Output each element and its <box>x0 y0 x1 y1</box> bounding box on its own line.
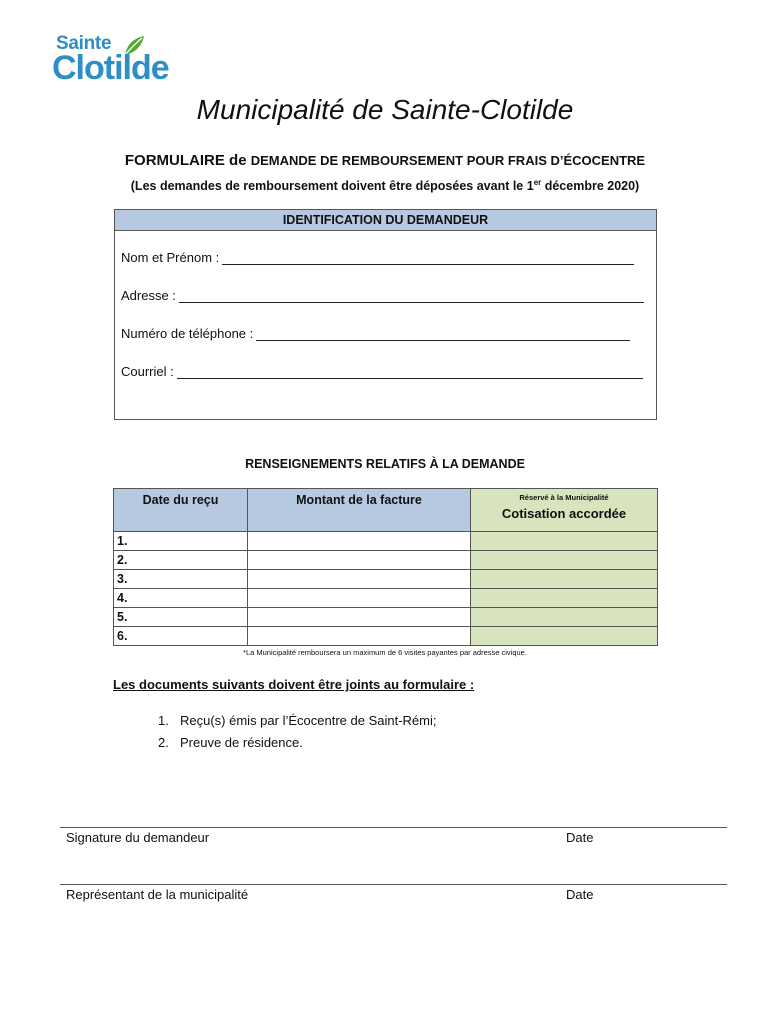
address-field[interactable] <box>121 288 644 303</box>
list-item-text: Preuve de résidence. <box>180 735 303 750</box>
page-title: Municipalité de Sainte-Clotilde <box>196 94 574 125</box>
table-row <box>114 608 658 627</box>
table-row <box>114 532 658 551</box>
identification-section <box>114 209 657 420</box>
deadline-before: (Les demandes de remboursement doivent être déposées avant le 1 <box>130 179 534 194</box>
amount-cell[interactable] <box>248 627 471 646</box>
email-input-line[interactable] <box>177 364 643 379</box>
email-field[interactable] <box>121 364 643 379</box>
table-row <box>114 551 658 570</box>
address-label: Adresse : <box>121 288 176 303</box>
representative-date-label: Date <box>566 887 594 902</box>
col-amount-header: Montant de la facture <box>248 489 471 532</box>
amount-cell[interactable] <box>248 570 471 589</box>
logo-text-clotilde: Clotilde <box>52 49 169 87</box>
amount-cell[interactable] <box>248 551 471 570</box>
table-row <box>114 589 658 608</box>
request-heading: RENSEIGNEMENTS RELATIFS À LA DEMANDE <box>245 457 525 471</box>
form-subtitle-part2: DEMANDE DE REMBOURSEMENT POUR FRAIS D’ÉCOCENTRE <box>250 153 646 168</box>
address-input-line[interactable] <box>179 288 644 303</box>
reimbursement-note: *La Municipalité remboursera un maximum de 6 visites payantes par adresse civique. <box>243 648 527 657</box>
name-field[interactable] <box>121 250 634 265</box>
phone-input-line[interactable] <box>256 326 630 341</box>
row-number[interactable]: 6. <box>114 627 248 646</box>
contribution-cell[interactable] <box>471 589 658 608</box>
list-item-number: 2. <box>158 735 169 750</box>
table-row <box>114 570 658 589</box>
contribution-cell[interactable] <box>471 608 658 627</box>
request-table <box>113 488 658 646</box>
email-label: Courriel : <box>121 364 174 379</box>
row-number[interactable]: 3. <box>114 570 248 589</box>
amount-cell[interactable] <box>248 589 471 608</box>
applicant-date-label: Date <box>566 830 594 845</box>
name-label: Nom et Prénom : <box>121 250 220 265</box>
municipality-logo <box>52 32 187 86</box>
reserved-label: Réservé à la Municipalité <box>519 493 609 502</box>
deadline-after: décembre 2020) <box>541 179 640 194</box>
phone-label: Numéro de téléphone : <box>121 326 254 341</box>
contribution-cell[interactable] <box>471 532 658 551</box>
row-number[interactable]: 5. <box>114 608 248 627</box>
form-subtitle-part1: FORMULAIRE de <box>124 152 251 169</box>
applicant-signature-label: Signature du demandeur <box>66 830 210 845</box>
contribution-cell[interactable] <box>471 570 658 589</box>
col-date-header: Date du reçu <box>114 489 248 532</box>
name-input-line[interactable] <box>222 250 634 265</box>
amount-cell[interactable] <box>248 532 471 551</box>
applicant-signature-line[interactable] <box>60 827 727 828</box>
amount-cell[interactable] <box>248 608 471 627</box>
phone-field[interactable] <box>121 326 630 341</box>
table-row <box>114 627 658 646</box>
representative-signature-line[interactable] <box>60 884 727 885</box>
list-item-number: 1. <box>158 713 169 728</box>
documents-list <box>158 710 436 754</box>
logo-text-sainte: Sainte <box>56 33 112 54</box>
documents-heading: Les documents suivants doivent être joints au formulaire : <box>113 677 475 692</box>
identification-heading: IDENTIFICATION DU DEMANDEUR <box>115 210 656 231</box>
contribution-cell[interactable] <box>471 551 658 570</box>
representative-signature-label: Représentant de la municipalité <box>66 887 249 902</box>
contribution-label: Cotisation accordée <box>501 506 627 521</box>
row-number[interactable]: 4. <box>114 589 248 608</box>
form-subtitle <box>0 152 770 169</box>
row-number[interactable]: 1. <box>114 532 248 551</box>
deadline-note <box>0 178 770 193</box>
list-item-text: Reçu(s) émis par l’Écocentre de Saint-Rémi; <box>180 713 437 728</box>
row-number[interactable]: 2. <box>114 551 248 570</box>
table-header-row <box>114 489 658 532</box>
col-contribution-header <box>471 489 658 532</box>
contribution-cell[interactable] <box>471 627 658 646</box>
list-item <box>158 710 436 732</box>
list-item <box>158 732 436 754</box>
deadline-sup: er <box>533 178 542 187</box>
